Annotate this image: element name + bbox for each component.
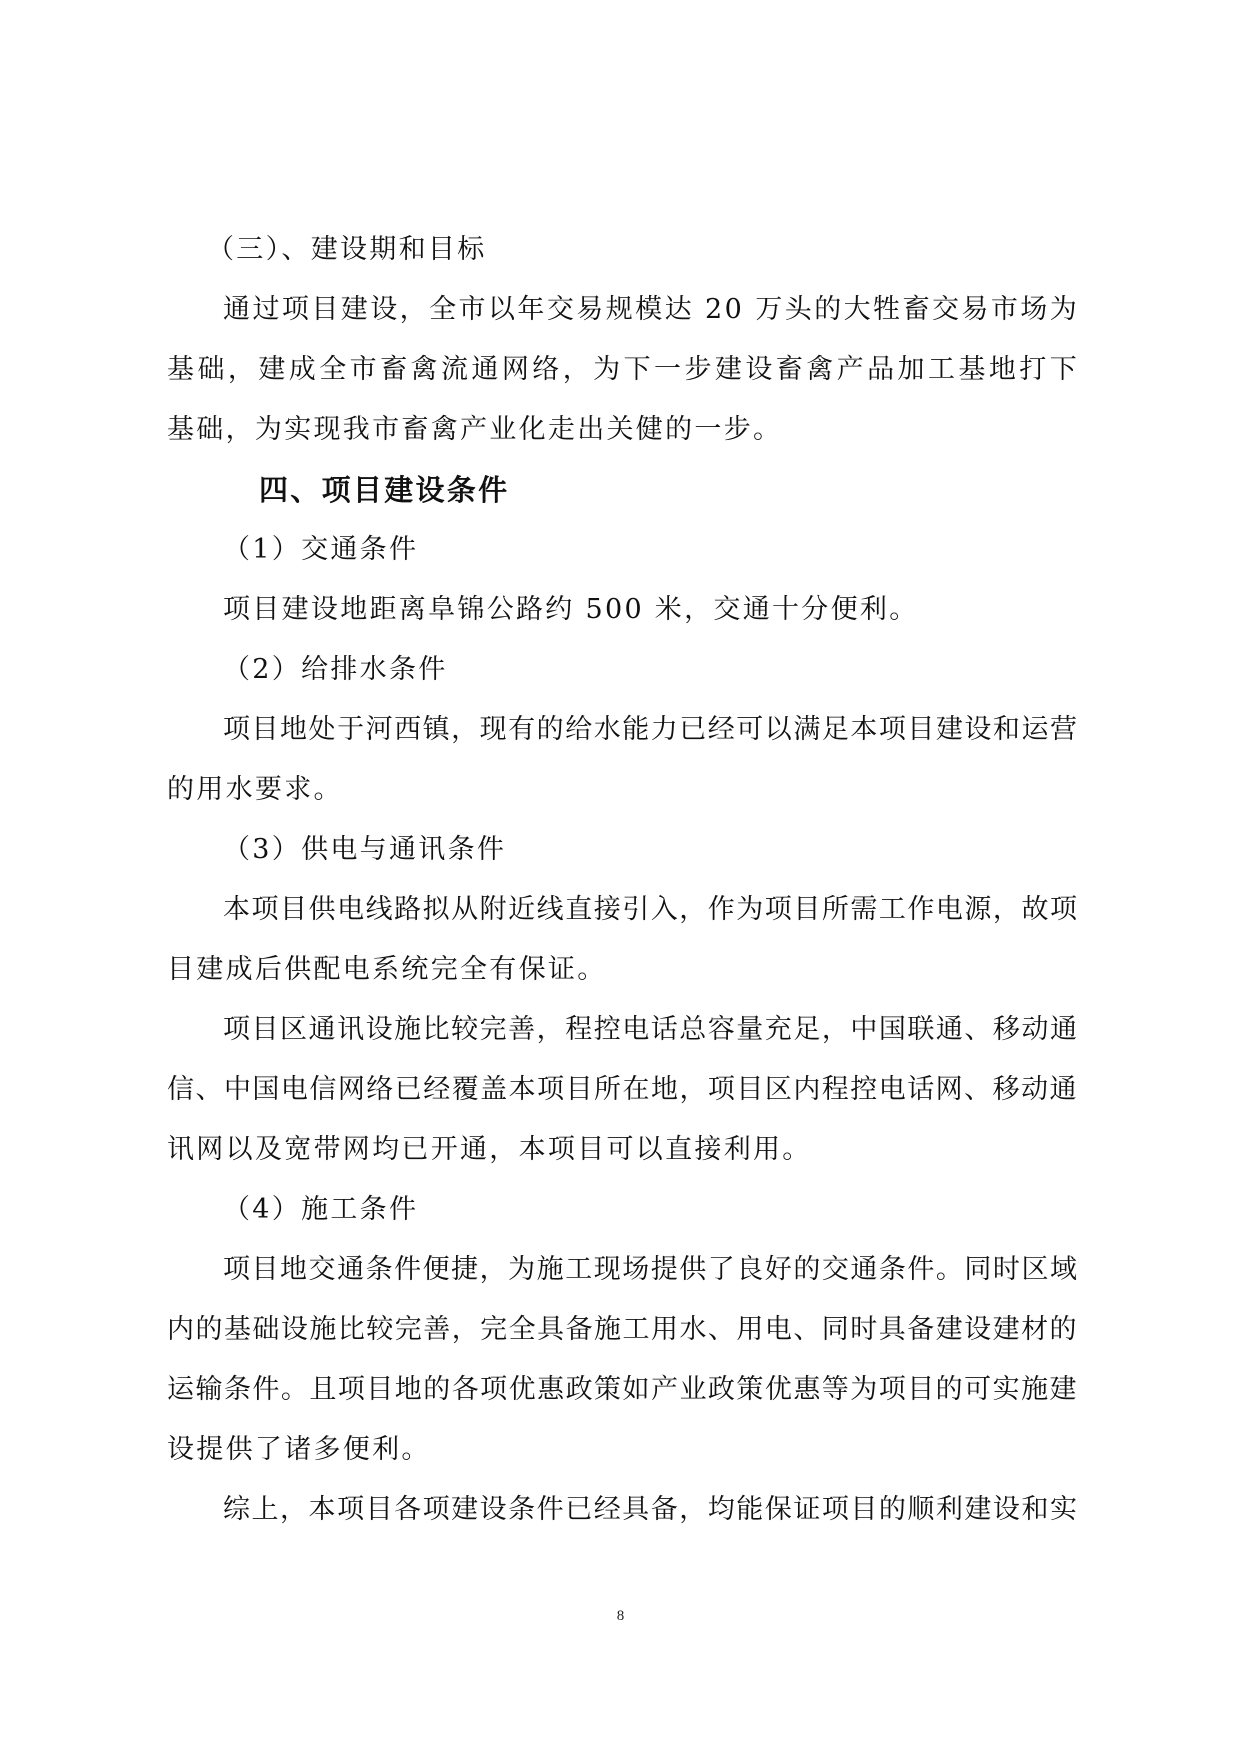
text-line: 通 过 项 目 建 设 ， 全 市 以 年 交 易 规 模 达 2 0 万 头 的 大 牲 畜 交 易 市 场 为 [223, 294, 1077, 325]
text-line: 运 输 条 件 。 且 项 目 地 的 各 项 优 惠 政 策 如 产 业 政 策 优 惠 等 为 项 目 的 可 实 施 建 [167, 1374, 1077, 1405]
text-line: 设提供了诸多便利。 [167, 1434, 431, 1465]
subsection-heading: （三）、建设期和目标 [207, 234, 487, 265]
page-number: 8 [616, 1608, 625, 1624]
text-line: 信 、 中 国 电 信 网 络 已 经 覆 盖 本 项 目 所 在 地 ， 项 目 区 内 程 控 电 话 网 、 移 动 通 [167, 1074, 1077, 1105]
text-line: 内 的 基 础 设 施 比 较 完 善 ， 完 全 具 备 施 工 用 水 、 用 电 、 同 时 具 备 建 设 建 材 的 [167, 1314, 1077, 1345]
text-line: 的用水要求。 [167, 774, 343, 805]
text-line: （3）供电与通讯条件 [223, 834, 507, 865]
text-line: 项 目 地 处 于 河 西 镇 ， 现 有 的 给 水 能 力 已 经 可 以 满 足 本 项 目 建 设 和 运 营 [223, 714, 1077, 745]
text-line: 项目建设地距离阜锦公路约 500 米，交通十分便利。 [223, 594, 919, 625]
text-line: （4）施工条件 [223, 1194, 419, 1225]
text-line: （1）交通条件 [223, 534, 419, 565]
text-line: 基础，为实现我市畜禽产业化走出关健的一步。 [167, 414, 783, 445]
text-line: 讯网以及宽带网均已开通，本项目可以直接利用。 [167, 1134, 812, 1165]
section-heading: 四、项目建设条件 [259, 473, 510, 507]
text-line: 项 目 地 交 通 条 件 便 捷 ， 为 施 工 现 场 提 供 了 良 好 的 交 通 条 件 。 同 时 区 域 [223, 1254, 1077, 1285]
text-line: （2）给排水条件 [223, 654, 448, 685]
text-line: 项 目 区 通 讯 设 施 比 较 完 善 ， 程 控 电 话 总 容 量 充 足 ， 中 国 联 通 、 移 动 通 [223, 1014, 1077, 1045]
text-line: 基 础 ， 建 成 全 市 畜 禽 流 通 网 络 ， 为 下 一 步 建 设 畜 禽 产 品 加 工 基 地 打 下 [167, 354, 1077, 385]
text-line: 目建成后供配电系统完全有保证。 [167, 954, 607, 985]
text-line: 本 项 目 供 电 线 路 拟 从 附 近 线 直 接 引 入 ， 作 为 项 目 所 需 工 作 电 源 ， 故 项 [223, 894, 1077, 925]
text-line: 综 上 ， 本 项 目 各 项 建 设 条 件 已 经 具 备 ， 均 能 保 证 项 目 的 顺 利 建 设 和 实 [223, 1494, 1077, 1525]
document-body [167, 220, 1077, 1540]
